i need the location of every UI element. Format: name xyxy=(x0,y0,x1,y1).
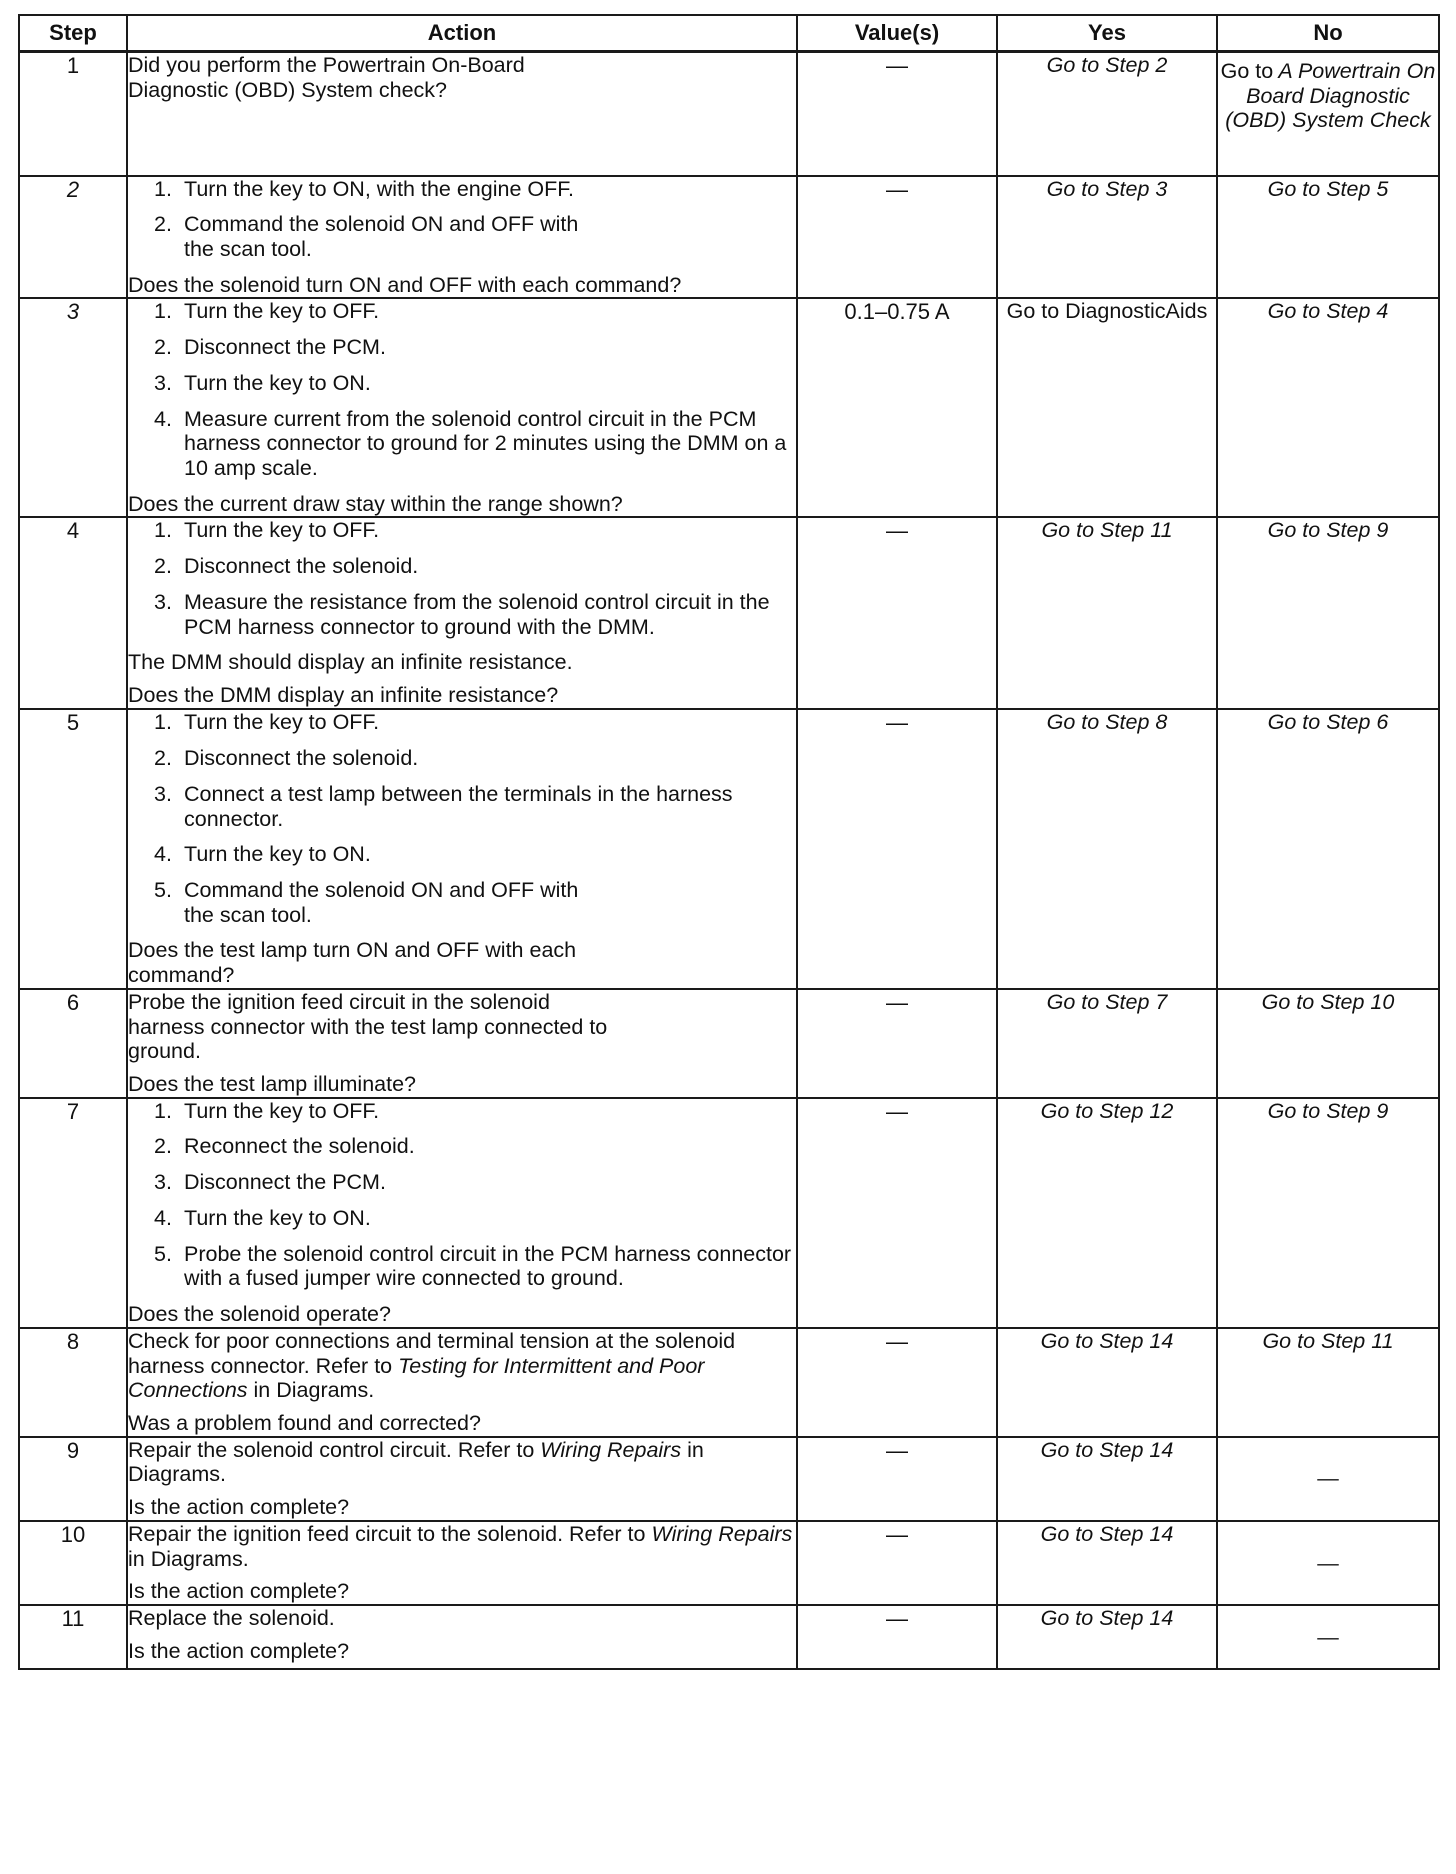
value-cell: — xyxy=(797,517,997,709)
list-item: 2. Disconnect the solenoid. xyxy=(154,746,419,771)
list-item: 3. Measure the resistance from the solenoid control circuit in the PCM harness connector to ground with the DMM. xyxy=(154,589,770,639)
procedure-list xyxy=(128,1099,796,1291)
action-pre: Repair the ignition feed circuit to the solenoid. Refer to xyxy=(128,1521,646,1546)
list-item: 2. Disconnect the solenoid. xyxy=(154,554,419,579)
list-item: 1. Turn the key to OFF. xyxy=(154,299,380,324)
list-item: 2. Command the solenoid ON and OFF with the scan tool. xyxy=(154,212,579,261)
action-cell xyxy=(127,1521,797,1605)
note-text: The DMM should display an infinite resistance. xyxy=(128,650,573,675)
list-item: 5. Probe the solenoid control circuit in the PCM harness connector with a fused jumper wire connected to ground. xyxy=(154,1241,792,1291)
value-cell: — xyxy=(797,1605,997,1669)
list-item: 3. Disconnect the PCM. xyxy=(154,1170,386,1195)
table-row xyxy=(19,517,1439,709)
yes-cell: Go to Step 14 xyxy=(997,1605,1217,1669)
action-cell xyxy=(127,298,797,517)
reference-link[interactable]: Wiring Repairs xyxy=(651,1521,793,1546)
action-cell xyxy=(127,709,797,988)
yes-cell: Go to Step 14 xyxy=(997,1521,1217,1605)
yes-cell: Go to DiagnosticAids xyxy=(997,298,1217,517)
value-cell: — xyxy=(797,1521,997,1605)
action-cell xyxy=(127,1437,797,1521)
list-item: 1. Turn the key to OFF. xyxy=(154,710,380,735)
action-cell xyxy=(127,1098,797,1328)
reference-link[interactable]: Wiring Repairs xyxy=(540,1437,682,1462)
action-cell xyxy=(127,176,797,299)
value-cell: — xyxy=(797,1328,997,1437)
action-text xyxy=(128,1438,796,1487)
step-number: 10 xyxy=(19,1521,127,1605)
list-item: 4. Measure current from the solenoid control circuit in the PCM harness connector to ground for 2 minutes using the DMM on a 10 amp scale. xyxy=(154,406,787,480)
table-row xyxy=(19,1605,1439,1669)
action-text: Replace the solenoid. xyxy=(128,1605,335,1630)
question-text: Does the test lamp illuminate? xyxy=(128,1072,417,1097)
step-number: 7 xyxy=(19,1098,127,1328)
no-prefix: Go to xyxy=(1220,59,1274,83)
header-no: No xyxy=(1217,15,1439,52)
no-cell: — xyxy=(1217,1521,1439,1605)
reference-link[interactable]: Testing for Intermittent and Poor Connections xyxy=(128,1353,705,1403)
yes-cell: Go to Step 12 xyxy=(997,1098,1217,1328)
action-text: Did you perform the Powertrain On-Board Diagnostic (OBD) System check? xyxy=(128,53,525,102)
question-text: Is the action complete? xyxy=(128,1638,350,1663)
yes-cell: Go to Step 14 xyxy=(997,1328,1217,1437)
question-text: Is the action complete? xyxy=(128,1495,350,1520)
value-cell: — xyxy=(797,989,997,1098)
table-row xyxy=(19,1521,1439,1605)
value-cell: — xyxy=(797,52,997,176)
table-row xyxy=(19,989,1439,1098)
header-row xyxy=(19,15,1439,52)
procedure-list xyxy=(128,518,796,639)
step-number: 8 xyxy=(19,1328,127,1437)
action-text: Probe the ignition feed circuit in the solenoid harness connector with the test lamp connected to ground. xyxy=(128,989,608,1064)
question-text: Does the solenoid operate? xyxy=(128,1302,391,1327)
question-text: Does the test lamp turn ON and OFF with each command? xyxy=(128,938,577,988)
yes-cell: Go to Step 14 xyxy=(997,1437,1217,1521)
question-text: Does the DMM display an infinite resistance? xyxy=(128,683,559,707)
question-text: Does the current draw stay within the range shown? xyxy=(128,491,623,516)
action-cell xyxy=(127,1605,797,1669)
no-cell: — xyxy=(1217,1437,1439,1521)
list-item: 1. Turn the key to ON, with the engine OFF. xyxy=(154,176,574,201)
step-number: 11 xyxy=(19,1605,127,1669)
action-text xyxy=(128,1522,796,1571)
header-yes: Yes xyxy=(997,15,1217,52)
list-item: 2. Disconnect the PCM. xyxy=(154,335,386,360)
no-cell: — xyxy=(1217,1605,1439,1669)
value-cell: — xyxy=(797,709,997,988)
step-number: 2 xyxy=(19,176,127,299)
procedure-list xyxy=(128,710,796,927)
procedure-list xyxy=(128,177,796,262)
table-row xyxy=(19,1098,1439,1328)
list-item: 1. Turn the key to OFF. xyxy=(154,518,380,543)
procedure-list xyxy=(128,299,796,480)
header-action: Action xyxy=(127,15,797,52)
step-number: 6 xyxy=(19,989,127,1098)
no-cell xyxy=(1217,52,1439,176)
table-row xyxy=(19,52,1439,176)
question-text: Is the action complete? xyxy=(128,1579,350,1604)
action-cell xyxy=(127,1328,797,1437)
action-text xyxy=(128,1329,796,1403)
action-post: in Diagrams. xyxy=(128,1546,249,1571)
action-pre: Repair the solenoid control circuit. Refer to xyxy=(128,1437,535,1462)
step-number: 3 xyxy=(19,298,127,517)
table-row xyxy=(19,176,1439,299)
step-number: 4 xyxy=(19,517,127,709)
action-cell xyxy=(127,52,797,176)
action-cell xyxy=(127,989,797,1098)
list-item: 5. Command the solenoid ON and OFF with the scan tool. xyxy=(154,878,579,927)
yes-cell: Go to Step 8 xyxy=(997,709,1217,988)
question-text: Does the solenoid turn ON and OFF with each command? xyxy=(128,272,682,297)
diagnostic-table xyxy=(18,14,1440,1670)
no-cell: Go to Step 9 xyxy=(1217,1098,1439,1328)
action-post: in Diagrams. xyxy=(128,1437,704,1487)
list-item: 1. Turn the key to OFF. xyxy=(154,1098,380,1123)
action-pre: Check for poor connections and terminal tension at the solenoid harness connector. Refer to xyxy=(128,1328,736,1378)
header-step: Step xyxy=(19,15,127,52)
no-cell: Go to Step 6 xyxy=(1217,709,1439,988)
list-item: 3. Connect a test lamp between the terminals in the harness connector. xyxy=(154,781,733,831)
action-post: in Diagrams. xyxy=(253,1378,375,1403)
step-number: 1 xyxy=(19,52,127,176)
table-row xyxy=(19,1437,1439,1521)
value-cell: 0.1–0.75 A xyxy=(797,298,997,517)
no-cell: Go to Step 4 xyxy=(1217,298,1439,517)
no-cell: Go to Step 11 xyxy=(1217,1328,1439,1437)
list-item: 3. Turn the key to ON. xyxy=(154,370,371,395)
yes-cell: Go to Step 7 xyxy=(997,989,1217,1098)
yes-cell: Go to Step 2 xyxy=(997,52,1217,176)
table-row xyxy=(19,1328,1439,1437)
value-cell: — xyxy=(797,1098,997,1328)
header-values: Value(s) xyxy=(797,15,997,52)
question-text: Was a problem found and corrected? xyxy=(128,1410,481,1435)
table-row xyxy=(19,709,1439,988)
table-row xyxy=(19,298,1439,517)
no-cell: Go to Step 5 xyxy=(1217,176,1439,299)
no-cell: Go to Step 10 xyxy=(1217,989,1439,1098)
list-item: 2. Reconnect the solenoid. xyxy=(154,1134,415,1159)
step-number: 5 xyxy=(19,709,127,988)
list-item: 4. Turn the key to ON. xyxy=(154,842,371,867)
value-cell: — xyxy=(797,176,997,299)
yes-cell: Go to Step 3 xyxy=(997,176,1217,299)
step-number: 9 xyxy=(19,1437,127,1521)
action-cell xyxy=(127,517,797,709)
no-cell: Go to Step 9 xyxy=(1217,517,1439,709)
no-reference: A Powertrain On Board Diagnostic (OBD) System Check xyxy=(1225,59,1436,133)
value-cell: — xyxy=(797,1437,997,1521)
yes-cell: Go to Step 11 xyxy=(997,517,1217,709)
list-item: 4. Turn the key to ON. xyxy=(154,1205,371,1230)
